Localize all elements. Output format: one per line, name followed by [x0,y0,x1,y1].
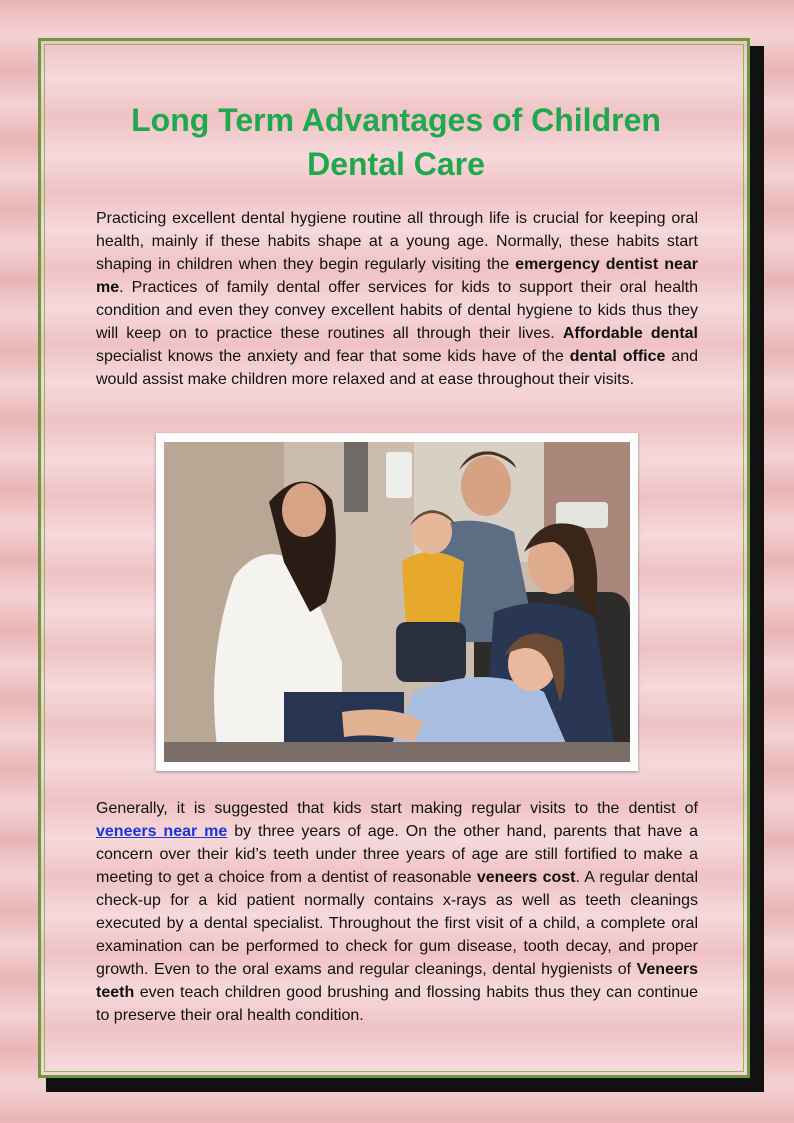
intro-paragraph [96,207,698,391]
photo-dentist-face [282,483,326,537]
body-text-2: by three years of age. On the other hand, parents that have a concern over their kid’s teeth under three years of age are still fortified to make a meeting to get a choice from a dentist of reasonable [96,823,698,886]
title-line-2: Dental Care [307,146,485,182]
title-line-1: Long Term Advantages of Children [131,102,661,138]
photo-dispenser [386,452,412,498]
photo-illustration [164,442,630,762]
photo-cabinet [344,442,368,512]
intro-text-1: Practicing excellent dental hygiene routine all through life is crucial for keeping oral health, mainly if these habits shape at a young age. Normally, these habits start shaping in children when they begin regularly visiting the [96,210,698,273]
body-text-4: even teach children good brushing and flossing habits thus they can continue to preserve their oral health condition. [96,984,698,1024]
photo-toddler-legs [396,622,466,682]
photo-floor [164,742,630,762]
bold-veneers-cost: veneers cost [476,869,576,886]
body-text-1: Generally, it is suggested that kids start making regular visits to the dentist of [96,800,698,817]
family-dentist-photo-frame [156,433,638,771]
photo-father-face [461,456,511,516]
body-paragraph [96,797,698,1027]
body-text-3: . A regular dental check-up for a kid patient normally contains x-rays as well as teeth cleanings executed by a dental specialist. Throughout the first visit of a child, a complete oral examination can be performed to check for gum disease, tooth decay, and proper growth. Even to the oral exams and regular cleanings, dental hygienists of [96,869,698,978]
family-dentist-photo [164,442,630,762]
bold-emergency-dentist: emergency dentist near me [96,256,699,296]
intro-text-2: . Practices of family dental offer services for kids to support their oral health condition and even they convey excellent habits of dental hygiene to kids thus they will keep on to practice these routines all through their lives. [96,279,698,342]
bold-veneers-teeth: Veneers teeth [96,961,698,1001]
photo-toddler-shirt [402,552,464,627]
bold-dental-office: dental office [569,348,666,365]
page-title [90,98,702,186]
bold-affordable-dental: Affordable dental [562,325,699,342]
intro-text-4: and would assist make children more relaxed and at ease throughout their visits. [96,348,699,388]
intro-text-3: specialist knows the anxiety and fear that some kids have of the [96,348,570,365]
veneers-near-me-link[interactable]: veneers near me [96,823,228,840]
